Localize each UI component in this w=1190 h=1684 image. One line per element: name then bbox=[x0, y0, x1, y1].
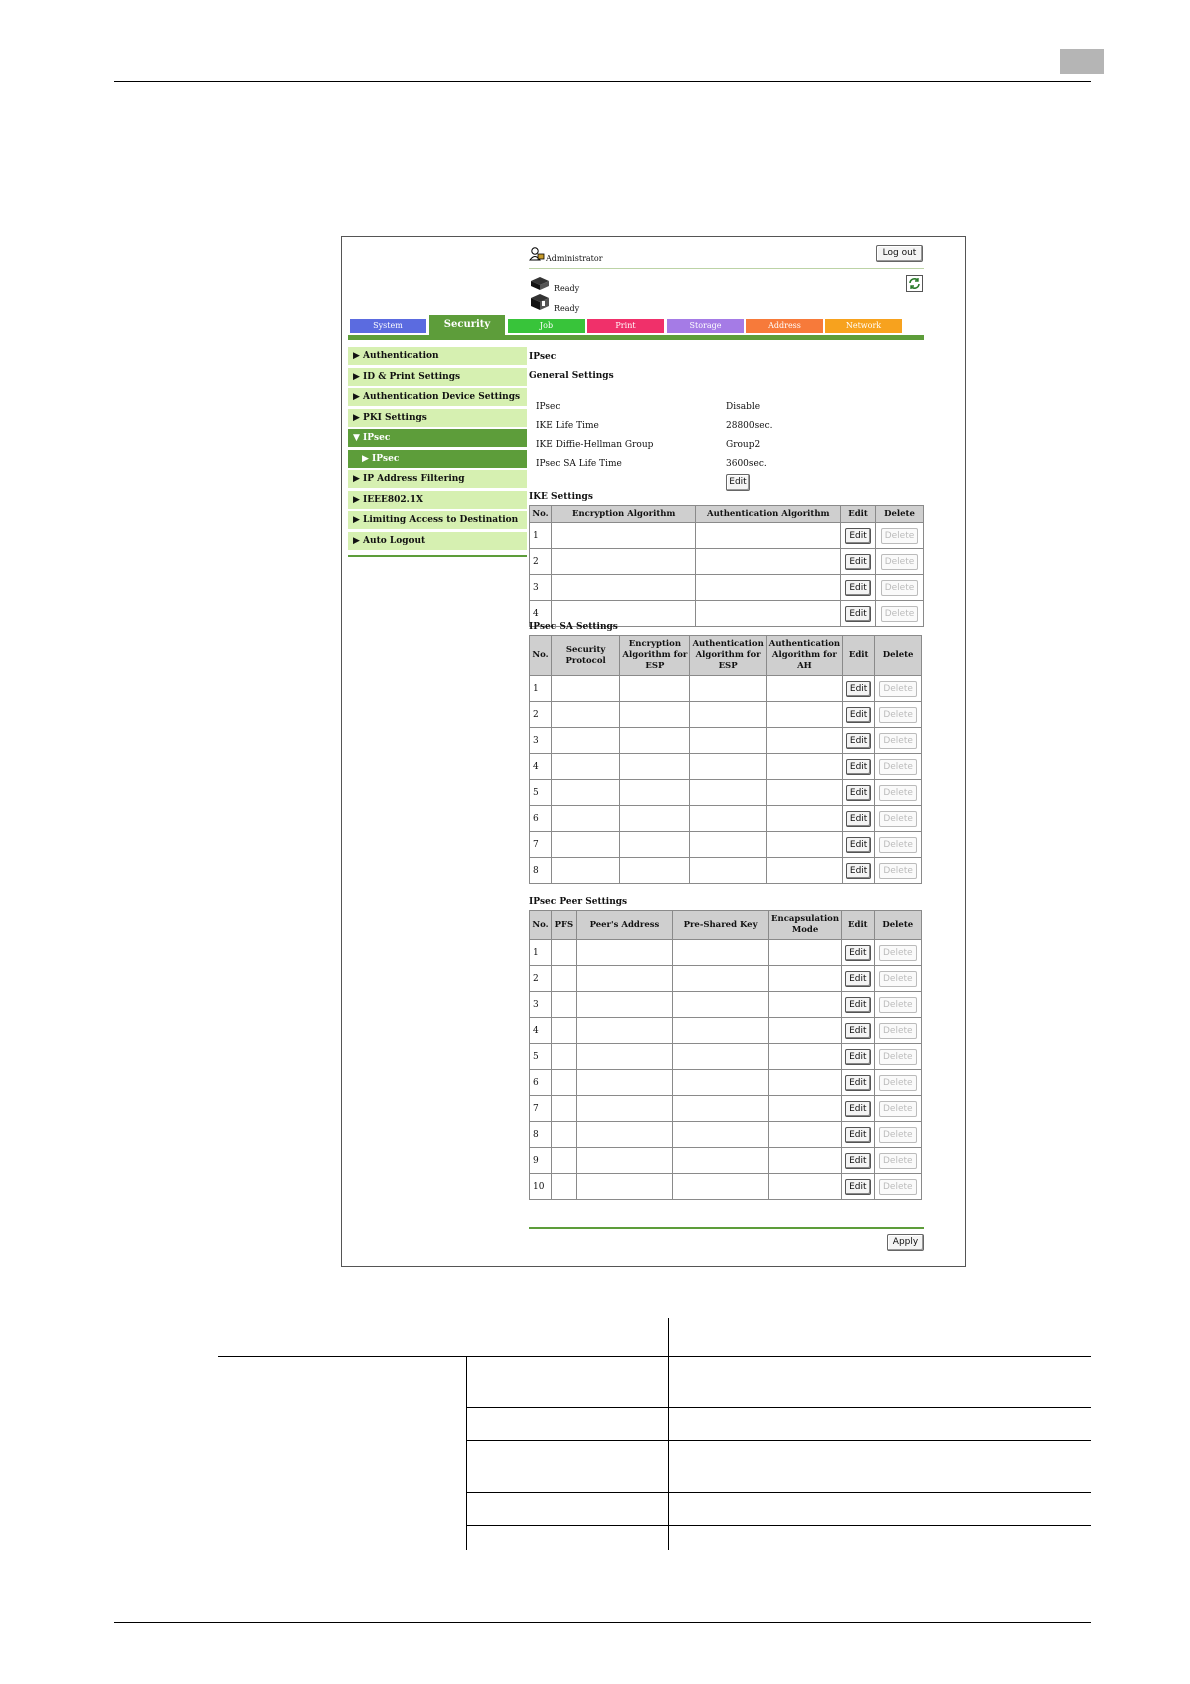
row-number: 4 bbox=[530, 1018, 552, 1044]
table-cell bbox=[766, 832, 842, 858]
general-value: 3600sec. bbox=[726, 459, 767, 469]
table-cell bbox=[551, 966, 576, 992]
table-cell bbox=[551, 858, 619, 884]
table-cell bbox=[690, 754, 766, 780]
printer-icon bbox=[529, 275, 551, 295]
delete-button[interactable]: Delete bbox=[879, 971, 917, 987]
table-row bbox=[530, 1044, 922, 1070]
row-number: 10 bbox=[530, 1174, 552, 1200]
row-number: 1 bbox=[530, 523, 552, 549]
edit-button[interactable]: Edit bbox=[845, 1179, 870, 1195]
general-label: IKE Life Time bbox=[536, 421, 599, 431]
column-header: Encryption Algorithm for ESP bbox=[620, 636, 690, 676]
table-cell bbox=[551, 1122, 576, 1148]
delete-cell bbox=[874, 966, 921, 992]
general-value: Disable bbox=[726, 402, 761, 412]
ipsec-sa-settings-title: IPsec SA Settings bbox=[529, 622, 618, 632]
column-header: Edit bbox=[841, 506, 876, 523]
column-header: Encapsulation Mode bbox=[769, 911, 842, 940]
row-number: 6 bbox=[530, 806, 552, 832]
row-number: 2 bbox=[530, 549, 552, 575]
column-header: Authentication Algorithm bbox=[696, 506, 841, 523]
edit-button[interactable]: Edit bbox=[845, 1075, 870, 1091]
table-cell bbox=[766, 754, 842, 780]
delete-button[interactable]: Delete bbox=[881, 554, 919, 570]
table-row bbox=[530, 702, 922, 728]
edit-button[interactable]: Edit bbox=[845, 1127, 870, 1143]
delete-cell bbox=[875, 702, 922, 728]
edit-button[interactable]: Edit bbox=[846, 759, 871, 775]
edit-button[interactable]: Edit bbox=[845, 997, 870, 1013]
header-divider bbox=[529, 268, 924, 269]
table-cell bbox=[620, 754, 690, 780]
table-cell bbox=[620, 702, 690, 728]
edit-button[interactable]: Edit bbox=[846, 785, 871, 801]
table-cell bbox=[551, 1070, 576, 1096]
sa-table-body bbox=[530, 676, 922, 884]
edit-cell bbox=[843, 676, 875, 702]
bottom-rule bbox=[114, 1622, 1091, 1623]
row-number: 1 bbox=[530, 940, 552, 966]
row-number: 7 bbox=[530, 1096, 552, 1122]
table-cell bbox=[551, 549, 695, 575]
edit-button[interactable]: Edit bbox=[846, 811, 871, 827]
table-cell bbox=[673, 1044, 769, 1070]
edit-button[interactable]: Edit bbox=[845, 606, 870, 622]
table-cell bbox=[673, 1148, 769, 1174]
table-cell bbox=[769, 1096, 842, 1122]
table-cell bbox=[690, 832, 766, 858]
table-row bbox=[530, 549, 924, 575]
row-number: 3 bbox=[530, 992, 552, 1018]
table-cell bbox=[551, 806, 619, 832]
table-cell bbox=[690, 858, 766, 884]
top-rule bbox=[114, 81, 1091, 82]
logout-button[interactable]: Log out bbox=[876, 245, 923, 262]
table-cell bbox=[620, 858, 690, 884]
column-header: Edit bbox=[842, 911, 875, 940]
table-cell bbox=[673, 1096, 769, 1122]
ike-table bbox=[529, 505, 924, 627]
delete-cell bbox=[876, 575, 924, 601]
delete-button[interactable]: Delete bbox=[881, 528, 919, 544]
edit-button[interactable]: Edit bbox=[846, 863, 871, 879]
column-header: Edit bbox=[843, 636, 875, 676]
delete-button[interactable]: Delete bbox=[879, 1049, 917, 1065]
table-cell bbox=[769, 1044, 842, 1070]
table-cell bbox=[690, 806, 766, 832]
row-number: 2 bbox=[530, 702, 552, 728]
table-cell bbox=[769, 940, 842, 966]
sidebar-item-id-print-settings[interactable]: ▶ ID & Print Settings bbox=[348, 368, 527, 386]
table-cell bbox=[576, 1070, 672, 1096]
column-header: Encryption Algorithm bbox=[551, 506, 695, 523]
scanner-icon bbox=[529, 293, 551, 315]
page-title: IPsec bbox=[529, 352, 557, 362]
sa-table bbox=[529, 635, 922, 884]
peer-table-body bbox=[530, 940, 922, 1200]
delete-cell bbox=[874, 1122, 921, 1148]
table-row bbox=[530, 728, 922, 754]
table-cell bbox=[576, 1174, 672, 1200]
table-cell bbox=[620, 806, 690, 832]
delete-cell bbox=[875, 806, 922, 832]
delete-button[interactable]: Delete bbox=[879, 1153, 917, 1169]
delete-button[interactable]: Delete bbox=[879, 837, 917, 853]
edit-cell bbox=[843, 754, 875, 780]
general-value: Group2 bbox=[726, 440, 761, 450]
general-edit-button[interactable]: Edit bbox=[726, 474, 750, 491]
edit-button[interactable]: Edit bbox=[845, 554, 870, 570]
table-cell bbox=[551, 523, 695, 549]
table-row bbox=[530, 1096, 922, 1122]
row-number: 2 bbox=[530, 966, 552, 992]
edit-cell bbox=[842, 1148, 875, 1174]
delete-cell bbox=[874, 992, 921, 1018]
delete-cell bbox=[874, 1018, 921, 1044]
sidebar-item-auth-device-settings[interactable]: ▶ Authentication Device Settings bbox=[348, 388, 527, 406]
table-row bbox=[530, 1070, 922, 1096]
edit-cell bbox=[842, 1096, 875, 1122]
delete-button[interactable]: Delete bbox=[881, 580, 919, 596]
column-header: No. bbox=[530, 506, 552, 523]
table-divider bbox=[466, 1440, 1091, 1441]
ike-settings-title: IKE Settings bbox=[529, 492, 593, 502]
table-cell bbox=[576, 1018, 672, 1044]
tab-storage[interactable]: Storage bbox=[667, 319, 744, 333]
status-2: Ready bbox=[554, 304, 580, 313]
delete-cell bbox=[874, 1148, 921, 1174]
edit-button[interactable]: Edit bbox=[845, 971, 870, 987]
tab-print[interactable]: Print bbox=[587, 319, 664, 333]
table-cell bbox=[576, 940, 672, 966]
edit-cell bbox=[843, 728, 875, 754]
table-cell bbox=[551, 1148, 576, 1174]
row-number: 8 bbox=[530, 858, 552, 884]
table-divider bbox=[668, 1356, 669, 1550]
table-cell bbox=[766, 676, 842, 702]
table-row bbox=[530, 1018, 922, 1044]
table-cell bbox=[551, 832, 619, 858]
table-cell bbox=[576, 1044, 672, 1070]
edit-cell bbox=[843, 780, 875, 806]
delete-button[interactable]: Delete bbox=[879, 707, 917, 723]
table-row bbox=[530, 676, 922, 702]
row-number: 4 bbox=[530, 601, 552, 627]
table-cell bbox=[576, 966, 672, 992]
table-cell bbox=[620, 780, 690, 806]
peer-table bbox=[529, 910, 922, 1200]
table-cell bbox=[551, 702, 619, 728]
table-cell bbox=[696, 523, 841, 549]
delete-cell bbox=[876, 601, 924, 627]
delete-cell bbox=[876, 523, 924, 549]
user-label: Administrator bbox=[546, 254, 603, 263]
column-header: Pre-Shared Key bbox=[673, 911, 769, 940]
table-cell bbox=[576, 1148, 672, 1174]
edit-button[interactable]: Edit bbox=[846, 837, 871, 853]
table-cell bbox=[769, 1070, 842, 1096]
sidebar-item-ipsec-group[interactable]: ▼ IPsec bbox=[348, 429, 527, 447]
screenshot-frame bbox=[341, 236, 966, 1267]
delete-cell bbox=[875, 858, 922, 884]
table-cell bbox=[576, 992, 672, 1018]
apply-button[interactable]: Apply bbox=[887, 1234, 924, 1251]
tab-job[interactable]: Job bbox=[508, 319, 585, 333]
delete-button[interactable]: Delete bbox=[879, 759, 917, 775]
column-header: Delete bbox=[875, 636, 922, 676]
table-cell bbox=[551, 992, 576, 1018]
delete-button[interactable]: Delete bbox=[879, 1179, 917, 1195]
general-settings-title: General Settings bbox=[529, 371, 614, 381]
table-cell bbox=[769, 1174, 842, 1200]
delete-cell bbox=[875, 754, 922, 780]
row-number: 1 bbox=[530, 676, 552, 702]
table-cell bbox=[766, 806, 842, 832]
edit-cell bbox=[842, 1044, 875, 1070]
delete-button[interactable]: Delete bbox=[879, 681, 917, 697]
page-number-box bbox=[1060, 49, 1104, 74]
table-divider bbox=[466, 1407, 1091, 1408]
column-header: No. bbox=[530, 636, 552, 676]
table-row bbox=[530, 575, 924, 601]
table-cell bbox=[551, 940, 576, 966]
delete-button[interactable]: Delete bbox=[879, 785, 917, 801]
table-row bbox=[530, 832, 922, 858]
delete-button[interactable]: Delete bbox=[879, 945, 917, 961]
delete-button[interactable]: Delete bbox=[879, 1075, 917, 1091]
row-number: 5 bbox=[530, 1044, 552, 1070]
edit-button[interactable]: Edit bbox=[845, 1153, 870, 1169]
table-cell bbox=[673, 1122, 769, 1148]
tab-underline bbox=[348, 335, 924, 340]
table-cell bbox=[766, 728, 842, 754]
admin-icon bbox=[529, 246, 545, 260]
delete-button[interactable]: Delete bbox=[879, 811, 917, 827]
sidebar-item-limiting-access[interactable]: ▶ Limiting Access to Destination bbox=[348, 511, 527, 529]
delete-button[interactable]: Delete bbox=[879, 997, 917, 1013]
table-cell bbox=[673, 992, 769, 1018]
edit-cell bbox=[843, 858, 875, 884]
edit-button[interactable]: Edit bbox=[846, 707, 871, 723]
sidebar-item-ieee8021x[interactable]: ▶ IEEE802.1X bbox=[348, 491, 527, 509]
table-cell bbox=[769, 966, 842, 992]
row-number: 7 bbox=[530, 832, 552, 858]
sidebar-item-ipsec[interactable]: ▶ IPsec bbox=[348, 450, 527, 468]
table-cell bbox=[766, 858, 842, 884]
edit-button[interactable]: Edit bbox=[845, 580, 870, 596]
sidebar-item-authentication[interactable]: ▶ Authentication bbox=[348, 347, 527, 365]
table-cell bbox=[551, 1044, 576, 1070]
table-row bbox=[530, 754, 922, 780]
edit-cell bbox=[842, 1018, 875, 1044]
table-cell bbox=[673, 1174, 769, 1200]
table-cell bbox=[620, 832, 690, 858]
delete-cell bbox=[874, 940, 921, 966]
row-number: 9 bbox=[530, 1148, 552, 1174]
table-row bbox=[530, 1148, 922, 1174]
table-cell bbox=[769, 1148, 842, 1174]
edit-cell bbox=[842, 992, 875, 1018]
table-cell bbox=[766, 780, 842, 806]
footer-divider bbox=[529, 1227, 924, 1229]
table-cell bbox=[673, 940, 769, 966]
table-cell bbox=[551, 676, 619, 702]
edit-button[interactable]: Edit bbox=[845, 528, 870, 544]
refresh-icon[interactable] bbox=[906, 275, 923, 292]
edit-cell bbox=[842, 940, 875, 966]
delete-button[interactable]: Delete bbox=[879, 1023, 917, 1039]
table-divider bbox=[466, 1525, 1091, 1526]
delete-cell bbox=[875, 728, 922, 754]
general-label: IPsec SA Life Time bbox=[536, 459, 622, 469]
delete-cell bbox=[875, 780, 922, 806]
table-row bbox=[530, 523, 924, 549]
table-cell bbox=[620, 728, 690, 754]
column-header: Peer's Address bbox=[576, 911, 672, 940]
table-row bbox=[530, 780, 922, 806]
row-number: 8 bbox=[530, 1122, 552, 1148]
tab-system[interactable]: System bbox=[350, 319, 426, 333]
table-cell bbox=[673, 1070, 769, 1096]
ipsec-peer-settings-title: IPsec Peer Settings bbox=[529, 897, 628, 907]
table-cell bbox=[551, 1096, 576, 1122]
sidebar-bottom-line bbox=[348, 555, 527, 557]
general-value: 28800sec. bbox=[726, 421, 773, 431]
general-label: IKE Diffie-Hellman Group bbox=[536, 440, 654, 450]
column-header: Authentication Algorithm for ESP bbox=[690, 636, 766, 676]
tab-security[interactable]: Security bbox=[429, 315, 505, 335]
tab-address[interactable]: Address bbox=[746, 319, 823, 333]
edit-cell bbox=[842, 1122, 875, 1148]
delete-cell bbox=[875, 676, 922, 702]
table-cell bbox=[551, 728, 619, 754]
table-cell bbox=[551, 754, 619, 780]
table-cell bbox=[690, 702, 766, 728]
edit-cell bbox=[843, 806, 875, 832]
edit-cell bbox=[842, 1070, 875, 1096]
delete-cell bbox=[876, 549, 924, 575]
table-cell bbox=[551, 780, 619, 806]
general-label: IPsec bbox=[536, 402, 561, 412]
delete-cell bbox=[874, 1044, 921, 1070]
delete-cell bbox=[875, 832, 922, 858]
table-cell bbox=[551, 1174, 576, 1200]
table-divider bbox=[668, 1318, 669, 1357]
sidebar-item-auto-logout[interactable]: ▶ Auto Logout bbox=[348, 532, 527, 550]
table-cell bbox=[673, 1018, 769, 1044]
edit-button[interactable]: Edit bbox=[845, 1023, 870, 1039]
table-cell bbox=[690, 780, 766, 806]
column-header: Delete bbox=[876, 506, 924, 523]
edit-cell bbox=[841, 523, 876, 549]
table-row bbox=[530, 858, 922, 884]
table-cell bbox=[696, 575, 841, 601]
table-row bbox=[530, 1122, 922, 1148]
delete-button[interactable]: Delete bbox=[879, 1101, 917, 1117]
edit-cell bbox=[843, 702, 875, 728]
row-number: 3 bbox=[530, 575, 552, 601]
column-header: Delete bbox=[874, 911, 921, 940]
tab-network[interactable]: Network bbox=[825, 319, 902, 333]
edit-button[interactable]: Edit bbox=[845, 1049, 870, 1065]
table-cell bbox=[696, 549, 841, 575]
table-cell bbox=[620, 676, 690, 702]
table-cell bbox=[769, 1122, 842, 1148]
row-number: 6 bbox=[530, 1070, 552, 1096]
table-cell bbox=[576, 1096, 672, 1122]
table-divider bbox=[466, 1492, 1091, 1493]
ike-table-body bbox=[530, 523, 924, 627]
delete-cell bbox=[874, 1070, 921, 1096]
table-cell bbox=[769, 992, 842, 1018]
edit-cell bbox=[843, 832, 875, 858]
table-divider bbox=[466, 1356, 467, 1550]
table-cell bbox=[696, 601, 841, 627]
table-row bbox=[530, 992, 922, 1018]
edit-button[interactable]: Edit bbox=[845, 1101, 870, 1117]
column-header: Authentication Algorithm for AH bbox=[766, 636, 842, 676]
table-cell bbox=[690, 676, 766, 702]
sidebar-item-ip-address-filtering[interactable]: ▶ IP Address Filtering bbox=[348, 470, 527, 488]
edit-button[interactable]: Edit bbox=[845, 945, 870, 961]
column-header: PFS bbox=[551, 911, 576, 940]
edit-button[interactable]: Edit bbox=[846, 681, 871, 697]
delete-button[interactable]: Delete bbox=[879, 1127, 917, 1143]
table-divider bbox=[218, 1356, 1091, 1357]
edit-cell bbox=[841, 549, 876, 575]
table-cell bbox=[690, 728, 766, 754]
delete-button[interactable]: Delete bbox=[879, 733, 917, 749]
delete-button[interactable]: Delete bbox=[879, 863, 917, 879]
table-cell bbox=[766, 702, 842, 728]
edit-cell bbox=[842, 966, 875, 992]
table-row bbox=[530, 940, 922, 966]
table-row bbox=[530, 1174, 922, 1200]
edit-cell bbox=[841, 601, 876, 627]
table-cell bbox=[673, 966, 769, 992]
table-cell bbox=[769, 1018, 842, 1044]
table-cell bbox=[551, 1018, 576, 1044]
sidebar-item-pki-settings[interactable]: ▶ PKI Settings bbox=[348, 409, 527, 427]
edit-button[interactable]: Edit bbox=[846, 733, 871, 749]
edit-cell bbox=[842, 1174, 875, 1200]
row-number: 3 bbox=[530, 728, 552, 754]
delete-button[interactable]: Delete bbox=[881, 606, 919, 622]
edit-cell bbox=[841, 575, 876, 601]
table-row bbox=[530, 966, 922, 992]
table-cell bbox=[576, 1122, 672, 1148]
delete-cell bbox=[874, 1174, 921, 1200]
column-header: Security Protocol bbox=[551, 636, 619, 676]
row-number: 4 bbox=[530, 754, 552, 780]
table-row bbox=[530, 806, 922, 832]
status-1: Ready bbox=[554, 284, 580, 293]
column-header: No. bbox=[530, 911, 552, 940]
table-cell bbox=[551, 575, 695, 601]
row-number: 5 bbox=[530, 780, 552, 806]
delete-cell bbox=[874, 1096, 921, 1122]
